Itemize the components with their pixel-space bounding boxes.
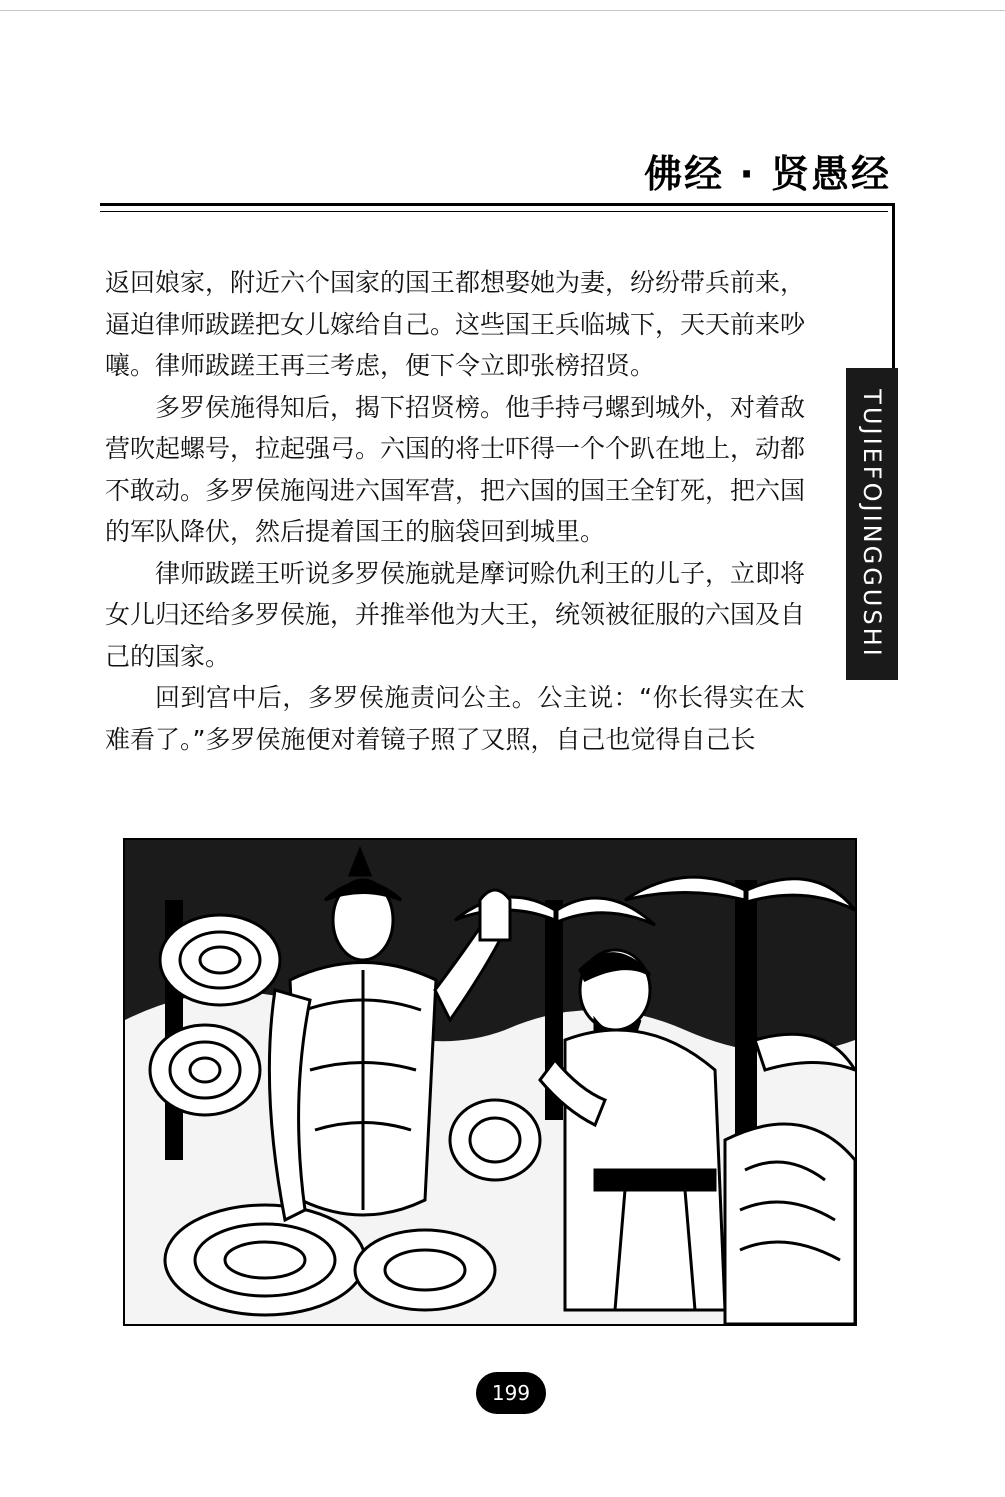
running-header-title: 佛经 · 贤愚经 bbox=[644, 152, 891, 196]
paragraph-2: 多罗侯施得知后，揭下招贤榜。他手持弓螺到城外，对着敌营吹起螺号，拉起强弓。六国的将士吓得一个个趴在地上，动都不敢动。多罗侯施闯进六国军营，把六国的国王全钉死，把六国的军队降伏，然后提着国王的脑袋回到城里。 bbox=[105, 392, 806, 546]
paragraph-1: 返回娘家，附近六个国家的国王都想娶她为妻，纷纷带兵前来，逼迫律师跋蹉把女儿嫁给自己。这些国王兵临城下，天天前来吵嚷。律师跋蹉王再三考虑，便下令立即张榜招贤。 bbox=[105, 268, 806, 380]
page-number: 199 bbox=[491, 1381, 531, 1405]
illustration-art bbox=[125, 840, 855, 1324]
side-tab bbox=[846, 368, 898, 680]
header-rule-vertical bbox=[892, 203, 895, 368]
page-top-edge bbox=[0, 10, 1005, 11]
paragraph-4: 回到宫中后，多罗侯施责问公主。公主说：“你长得实在太难看了。”多罗侯施便对着镜子照了又照，自己也觉得自己长 bbox=[105, 683, 805, 754]
woodcut-illustration bbox=[123, 838, 857, 1326]
side-tab-label: TUJIEFOJINGGUSHI bbox=[858, 389, 886, 659]
page-number-badge bbox=[476, 1372, 546, 1414]
paragraph-3: 律师跋蹉王听说多罗侯施就是摩诃赊仇利王的儿子，立即将女儿归还给多罗侯施，并推举他为大王，统领被征服的六国及自己的国家。 bbox=[105, 558, 806, 671]
header-rule-thick bbox=[100, 203, 895, 206]
header-rule-thin bbox=[100, 211, 888, 212]
body-text bbox=[105, 262, 805, 760]
